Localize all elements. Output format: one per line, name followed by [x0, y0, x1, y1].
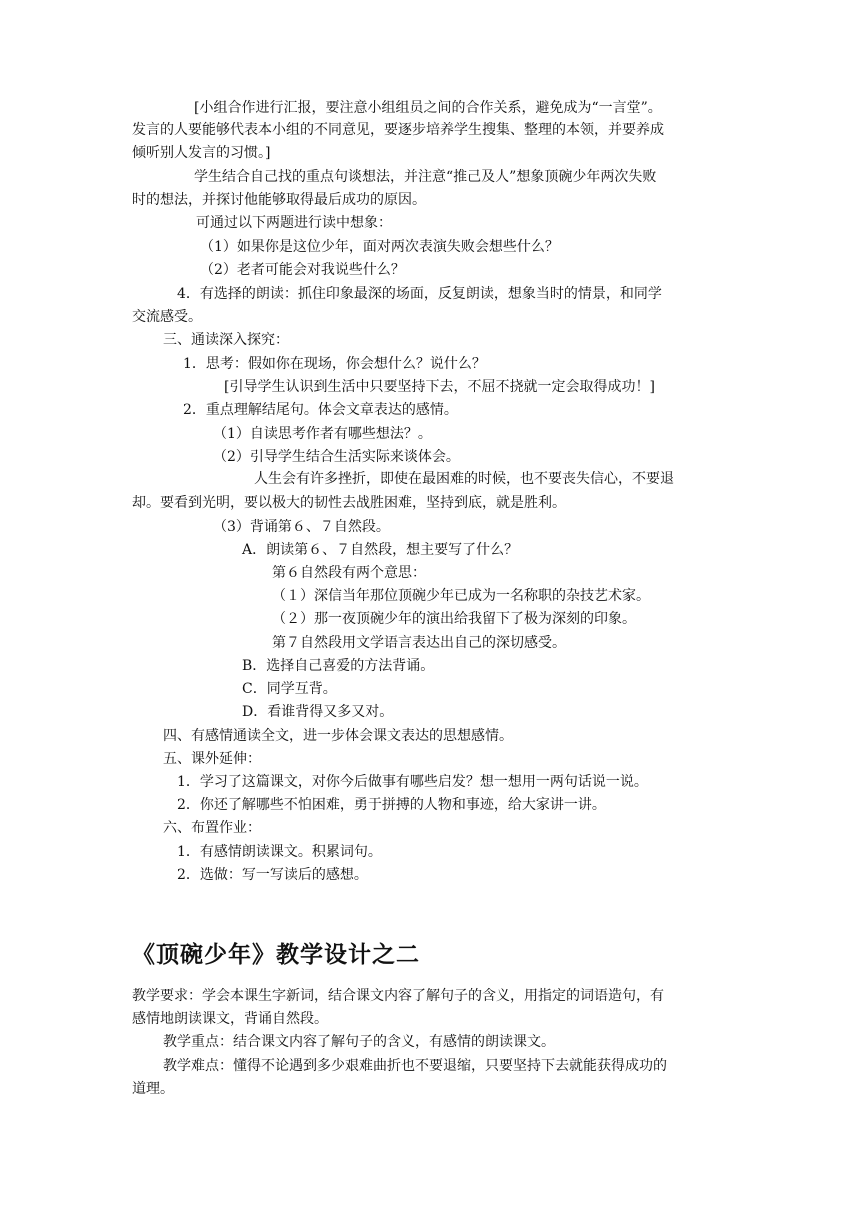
recite-d: D．看谁背得又多又对。 [242, 704, 394, 720]
design2-title: 《顶碗少年》教学设计之二 [132, 941, 420, 968]
imagine-intro: 可通过以下两题进行读中想象： [196, 215, 392, 231]
group-note-line-3: 倾听别人发言的习惯。] [132, 145, 271, 161]
life-line-2: 却。要看到光明，要以极大的韧性去战胜困难，坚持到底，就是胜利。 [132, 495, 566, 511]
recite-c: C．同学互背。 [242, 681, 337, 697]
section5-heading: 五、课外延伸： [163, 751, 261, 767]
section5-item-2: 2．你还了解哪些不怕困难，勇于拼搏的人物和事迹，给大家讲一讲。 [177, 797, 606, 813]
group-note-line-1: [小组合作进行汇报，要注意小组组员之间的合作关系，避免成为“一言堂”。 [194, 100, 662, 116]
section3-item-1: 1．思考：假如你在现场，你会想什么？说什么？ [183, 356, 486, 372]
section6-item-2: 2．选做：写一写读后的感想。 [177, 867, 368, 883]
section3-sub-3: （3）背诵第６、７自然段。 [213, 519, 390, 535]
recite-b: B．选择自己喜爱的方法背诵。 [242, 658, 435, 674]
section3-sub-2: （2）引导学生结合生活实际来谈体会。 [213, 449, 460, 465]
difficulty-line-1: 教学难点：懂得不论遇到多少艰难曲折也不要退缩，只要坚持下去就能获得成功的 [163, 1058, 667, 1074]
section5-item-1: 1．学习了这篇课文，对你今后做事有哪些启发？想一想用一两句话说一说。 [177, 774, 648, 790]
para6-meaning-1: （１）深信当年那位顶碗少年已成为一名称职的杂技艺术家。 [272, 588, 650, 604]
students-line-1: 学生结合自己找的重点句谈想法，并注意“推己及人”想象顶碗少年两次失败 [194, 169, 657, 185]
section3-sub-1: （1）自读思考作者有哪些想法？。 [213, 426, 432, 442]
requirements-line-1: 教学要求：学会本课生字新词，结合课文内容了解句子的含义，用指定的词语造句，有 [132, 988, 664, 1004]
section3-heading: 三、通读深入探究： [163, 332, 289, 348]
section6-item-1: 1．有感情朗读课文。积累词句。 [177, 844, 382, 860]
para6-meaning-2: （２）那一夜顶碗少年的演出给我留下了极为深刻的印象。 [272, 611, 636, 627]
students-line-2: 时的想法，并探讨他能够取得最后成功的原因。 [132, 192, 426, 208]
step4-line-2: 交流感受。 [132, 309, 202, 325]
step4-line-1: 4．有选择的朗读：抓住印象最深的场面，反复朗读，想象当时的情景，和同学 [177, 286, 662, 302]
section4-heading: 四、有感情通读全文，进一步体会课文表达的思想感情。 [163, 728, 513, 744]
section3-item-2: 2．重点理解结尾句。体会文章表达的感情。 [183, 402, 458, 418]
group-note-line-2: 发言的人要能够代表本小组的不同意见，要逐步培养学生搜集、整理的本领，并要养成 [132, 122, 664, 138]
key-points: 教学重点：结合课文内容了解句子的含义，有感情的朗读课文。 [163, 1034, 555, 1050]
section6-heading: 六、布置作业： [163, 820, 261, 836]
requirements-line-2: 感情地朗读课文，背诵自然段。 [132, 1011, 328, 1027]
imagine-question-1: （1）如果你是这位少年，面对两次表演失败会想些什么？ [200, 239, 559, 255]
life-line-1: 人生会有许多挫折，即使在最困难的时候，也不要丧失信心，不要退 [254, 471, 674, 487]
para7-summary: 第７自然段用文学语言表达出自己的深切感受。 [272, 635, 566, 651]
difficulty-line-2: 道理。 [132, 1081, 174, 1097]
para6-intro: 第６自然段有两个意思： [272, 565, 426, 581]
recite-a: A．朗读第６、７自然段，想主要写了什么？ [242, 542, 519, 558]
section3-item-1-note: [引导学生认识到生活中只要坚持下去，不屈不挠就一定会取得成功！] [224, 379, 655, 395]
imagine-question-2: （2）老者可能会对我说些什么？ [200, 262, 405, 278]
